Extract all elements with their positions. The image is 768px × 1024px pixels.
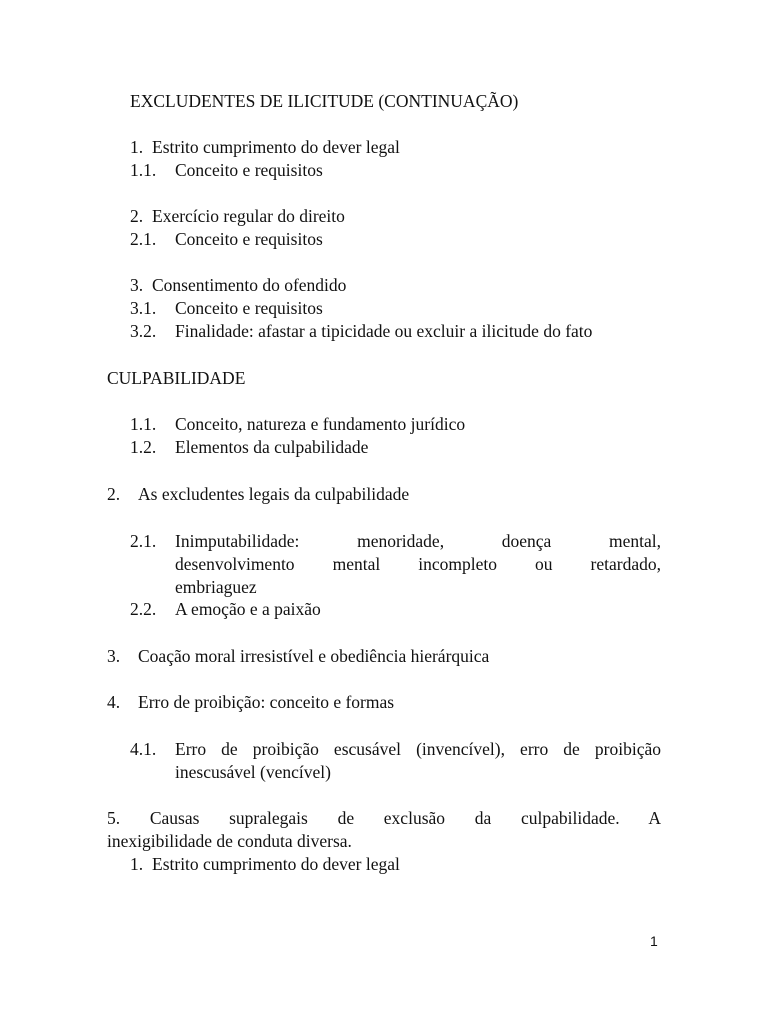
- item-text: Erro de proibição: conceito e formas: [138, 692, 395, 712]
- subitem-number: 3.1.: [130, 298, 157, 318]
- subitem-paragraph: [175, 530, 661, 599]
- item-paragraph: [107, 807, 661, 853]
- item-number: 4.: [107, 692, 121, 712]
- subitem-number: 1.2.: [130, 437, 157, 457]
- subitem-text: Conceito e requisitos: [175, 160, 323, 180]
- item-text: Coação moral irresistível e obediência hierárquica: [138, 646, 490, 666]
- subitem-number: 3.2.: [130, 321, 157, 341]
- item-text: Consentimento do ofendido: [152, 275, 347, 295]
- item-number: 1.: [130, 137, 144, 157]
- subitem-number: 2.2.: [130, 599, 157, 619]
- item-text: As excludentes legais da culpabilidade: [138, 484, 410, 504]
- subitem-text: A emoção e a paixão: [175, 599, 321, 619]
- subitem-number: 1.1.: [130, 414, 157, 434]
- document-title: EXCLUDENTES DE ILICITUDE (CONTINUAÇÃO): [130, 91, 519, 111]
- item-number: 3.: [130, 275, 144, 295]
- subitem-number: 1.1.: [130, 160, 157, 180]
- paragraph-line: 5. Causas supralegais de exclusão da culpabilidade. A: [107, 808, 661, 828]
- item-number: 2.: [107, 484, 121, 504]
- item-number: 2.: [130, 206, 144, 226]
- paragraph-line: Erro de proibição escusável (invencível), erro de proibição: [175, 739, 661, 759]
- subitem-number: 2.1.: [130, 531, 157, 551]
- item-text: Estrito cumprimento do dever legal: [152, 854, 400, 874]
- subitem-number: 2.1.: [130, 229, 157, 249]
- paragraph-line: inexigibilidade de conduta diversa.: [107, 831, 352, 851]
- item-text: Exercício regular do direito: [152, 206, 345, 226]
- subitem-text: Elementos da culpabilidade: [175, 437, 369, 457]
- item-text: Estrito cumprimento do dever legal: [152, 137, 400, 157]
- item-number: 3.: [107, 646, 121, 666]
- page-number: 1: [650, 933, 658, 949]
- subitem-text: Finalidade: afastar a tipicidade ou excluir a ilicitude do fato: [175, 321, 593, 341]
- subitem-number: 4.1.: [130, 739, 157, 759]
- subitem-paragraph: [175, 738, 661, 784]
- subitem-text: Conceito e requisitos: [175, 229, 323, 249]
- paragraph-line: embriaguez: [175, 577, 257, 597]
- subitem-text: Conceito, natureza e fundamento jurídico: [175, 414, 466, 434]
- paragraph-line: inescusável (vencível): [175, 762, 331, 782]
- item-number: 1.: [130, 854, 144, 874]
- paragraph-line: desenvolvimento mental incompleto ou retardado,: [175, 554, 661, 574]
- section-heading: CULPABILIDADE: [107, 368, 246, 388]
- subitem-text: Conceito e requisitos: [175, 298, 323, 318]
- paragraph-line: Inimputabilidade: menoridade, doença mental,: [175, 531, 661, 551]
